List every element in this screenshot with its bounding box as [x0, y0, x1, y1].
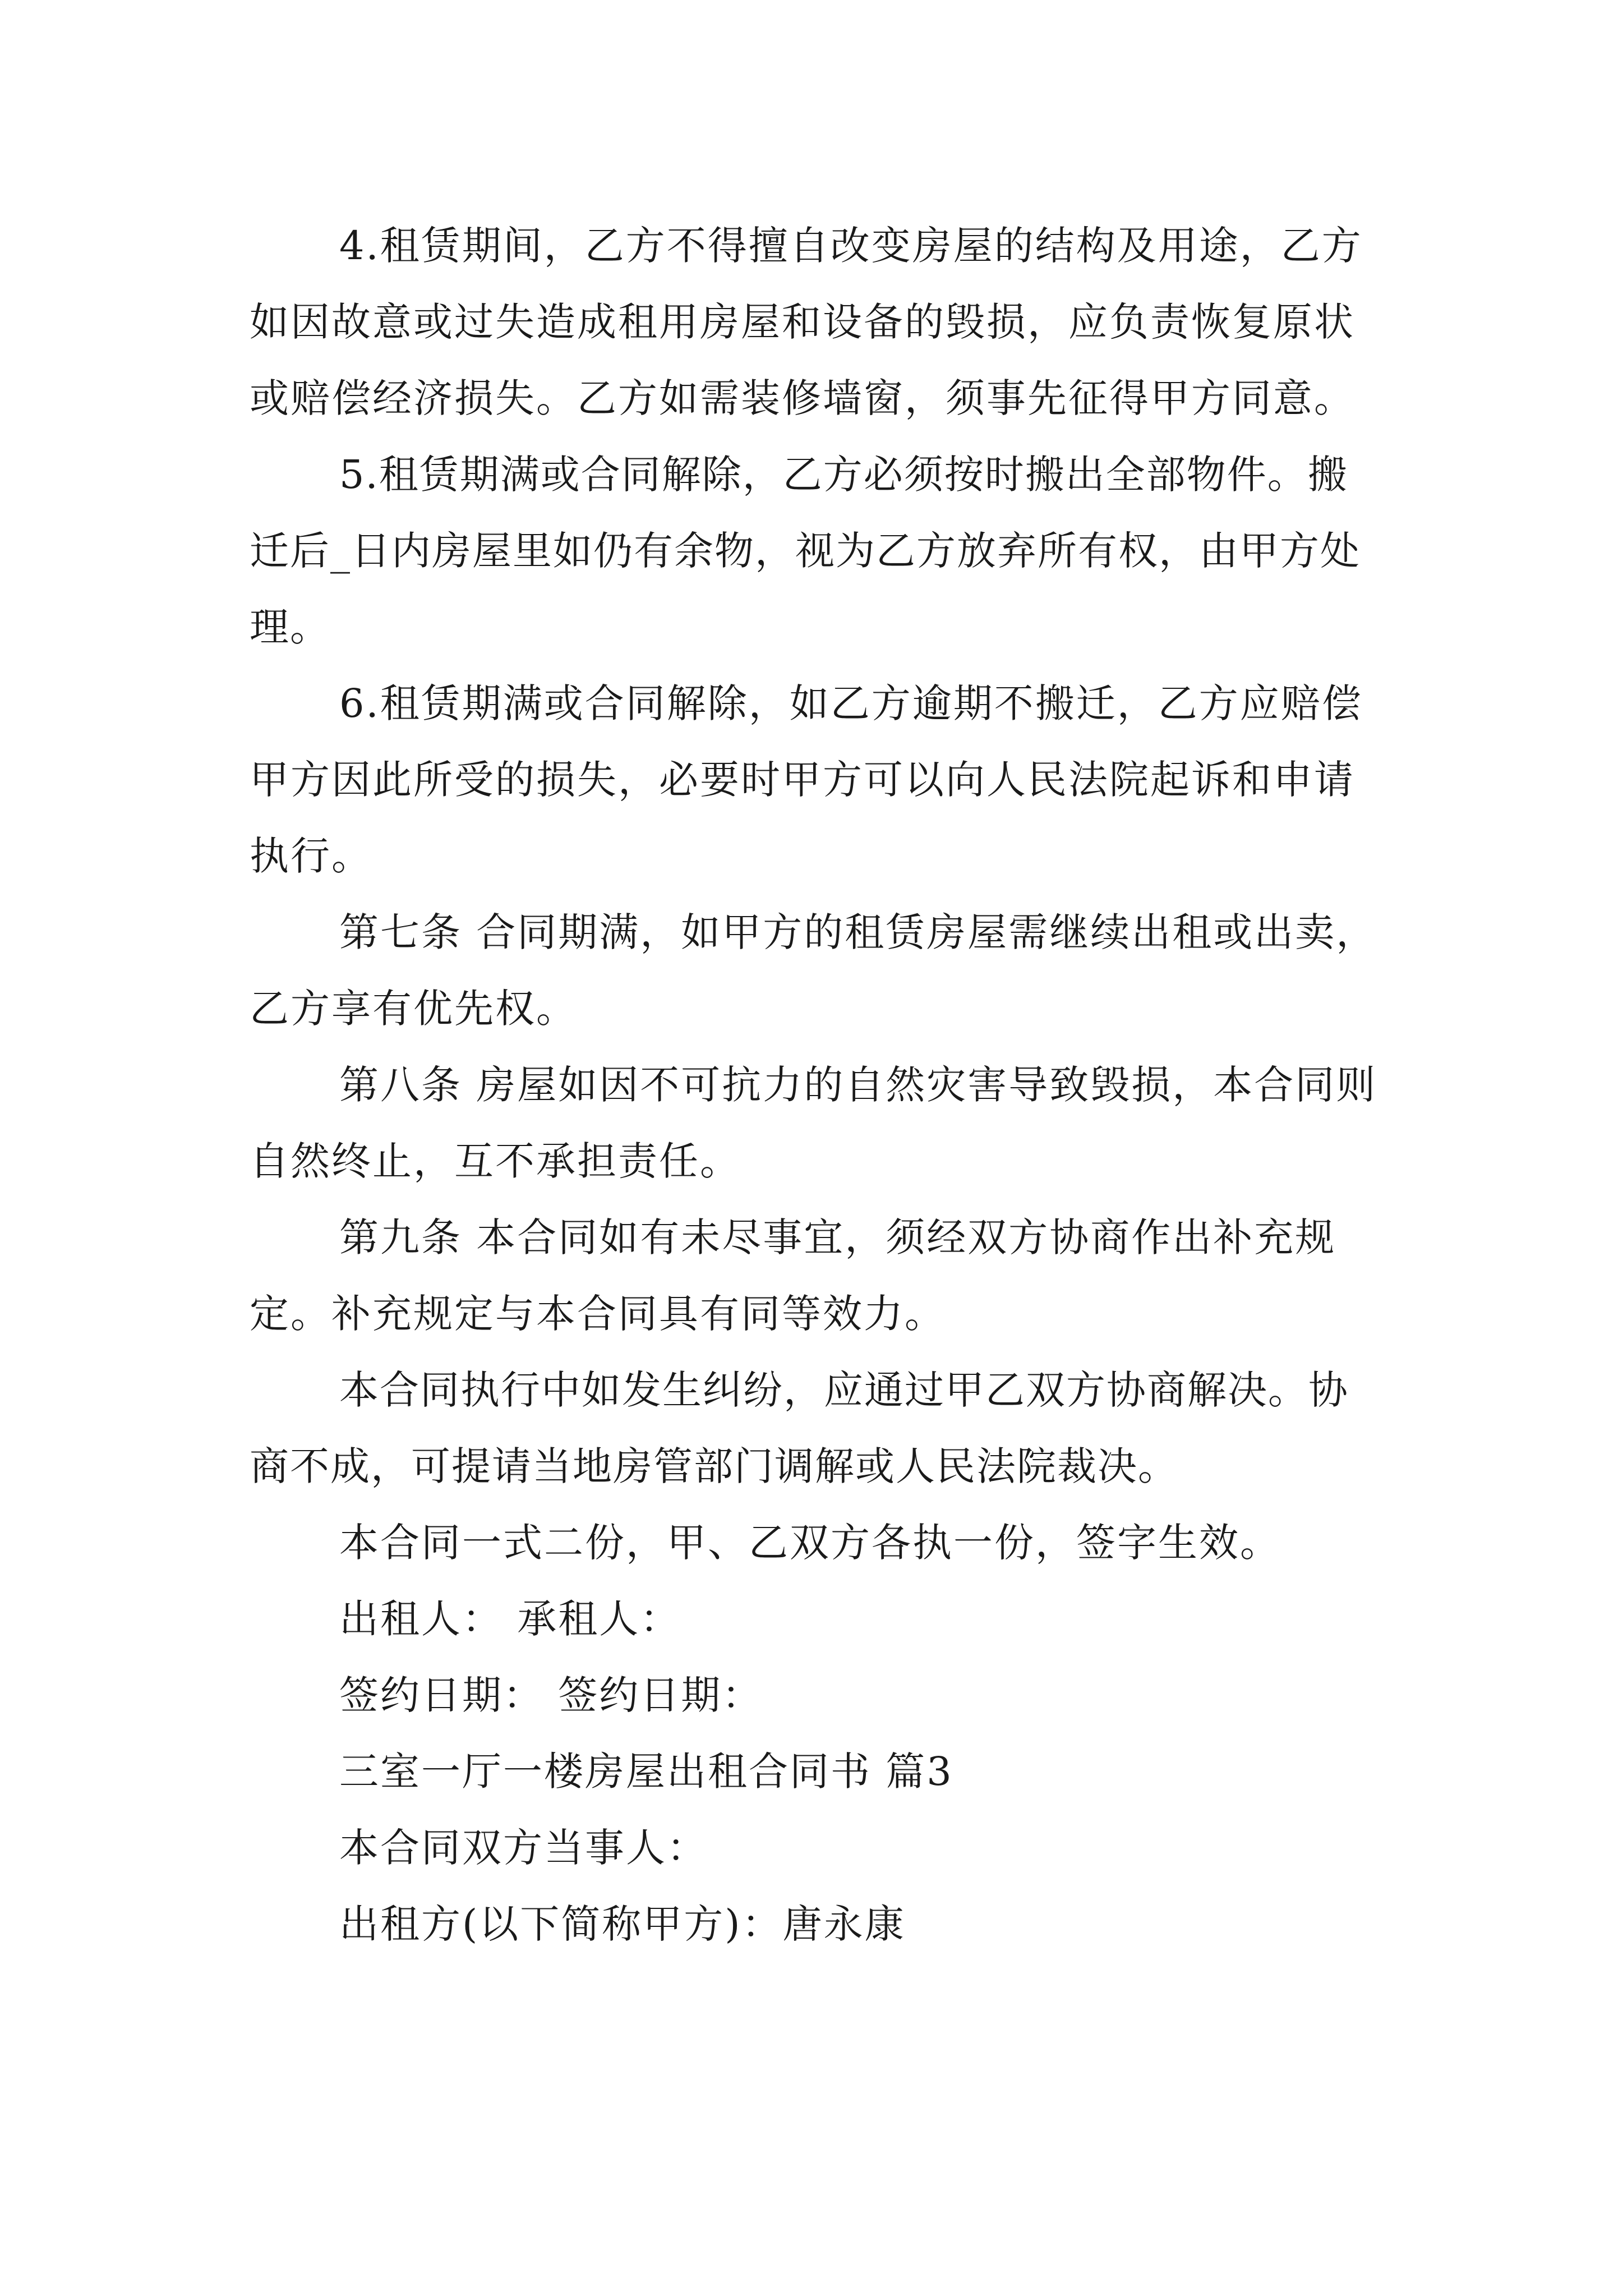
paragraph-article-9: 第九条 本合同如有未尽事宜，须经双方协商作出补充规定。补充规定与本合同具有同等效力。	[250, 1214, 1336, 1337]
section-heading: 三室一厅一楼房屋出租合同书 篇3	[339, 1749, 953, 1795]
paragraph-article-7: 第七条 合同期满，如甲方的租赁房屋需继续出租或出卖，乙方享有优先权。	[250, 909, 1377, 1032]
lessor-line: 出租方(以下简称甲方)：唐永康	[339, 1901, 906, 1947]
signature-date-line: 签约日期： 签约日期：	[339, 1672, 763, 1718]
paragraph-copies: 本合同一式二份，甲、乙双方各执一份，签字生效。	[339, 1520, 1281, 1566]
paragraph-clause-6: 6.租赁期满或合同解除，如乙方逾期不搬迁，乙方应赔偿甲方因此所受的损失，必要时甲方可以向人民法院起诉和申请执行。	[250, 680, 1363, 879]
signature-parties-line: 出租人： 承租人：	[339, 1596, 681, 1642]
paragraph-clause-5: 5.租赁期满或合同解除，乙方必须按时搬出全部物件。搬迁后_日内房屋里如仍有余物，视为乙方放弃所有权，由甲方处理。	[250, 452, 1361, 650]
paragraph-clause-4: 4.租赁期间，乙方不得擅自改变房屋的结构及用途，乙方如因故意或过失造成租用房屋和设备的毁损，应负责恢复原状或赔偿经济损失。乙方如需装修墙窗，须事先征得甲方同意。	[250, 223, 1363, 421]
document-body	[250, 208, 1382, 1962]
paragraph-article-8: 第八条 房屋如因不可抗力的自然灾害导致毁损，本合同则自然终止，互不承担责任。	[250, 1062, 1377, 1184]
parties-intro: 本合同双方当事人：	[339, 1825, 708, 1871]
paragraph-dispute: 本合同执行中如发生纠纷，应通过甲乙双方协商解决。协商不成，可提请当地房管部门调解或人民法院裁决。	[250, 1367, 1349, 1489]
